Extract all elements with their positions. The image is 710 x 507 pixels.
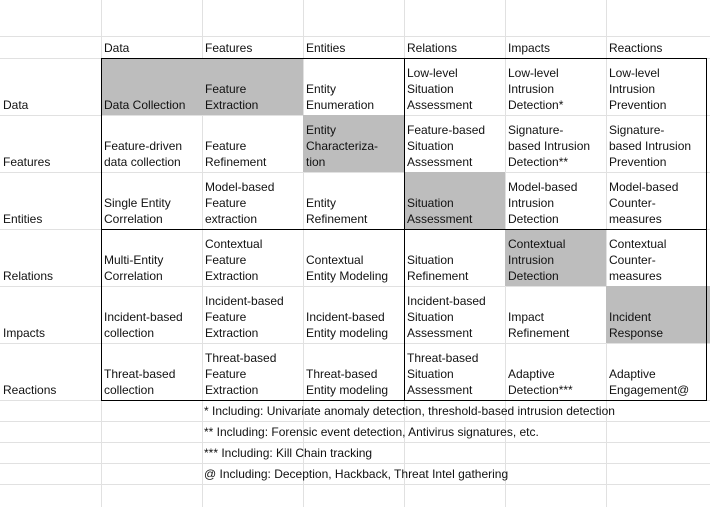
matrix-cell[interactable]: Feature Refinement — [205, 139, 267, 169]
footnote[interactable]: ** Including: Forensic event detection, Antivirus signatures, etc. — [204, 424, 539, 439]
matrix-cell[interactable]: Threat-based Situation Assessment — [407, 351, 479, 397]
matrix-cell[interactable]: Situation Assessment — [407, 196, 473, 226]
row-header-features[interactable]: Features — [3, 155, 51, 169]
matrix-cell[interactable]: Situation Refinement — [407, 253, 469, 283]
matrix-cell[interactable]: Adaptive Detection*** — [508, 367, 573, 397]
matrix-cell[interactable]: Entity Characteriza- tion — [306, 123, 379, 169]
column-header-entities[interactable]: Entities — [306, 41, 346, 55]
matrix-cell[interactable]: Threat-based Feature Extraction — [205, 351, 277, 397]
matrix-cell[interactable]: Data Collection — [104, 98, 186, 112]
matrix-cell[interactable]: Feature-based Situation Assessment — [407, 123, 486, 169]
grid-line-horizontal — [0, 484, 710, 485]
matrix-cell[interactable]: Adaptive Engagement@ — [609, 367, 690, 397]
column-header-relations[interactable]: Relations — [407, 41, 458, 55]
matrix-cell[interactable]: Incident-based collection — [104, 310, 183, 340]
matrix-cell[interactable]: Signature- based Intrusion Detection** — [508, 123, 591, 169]
column-header-reactions[interactable]: Reactions — [609, 41, 663, 55]
matrix-cell[interactable]: Model-based Feature extraction — [205, 180, 275, 226]
matrix-cell[interactable]: Threat-based Entity modeling — [306, 367, 389, 397]
matrix-cell[interactable]: Feature Extraction — [205, 82, 259, 112]
matrix-cell[interactable]: Impact Refinement — [508, 310, 570, 340]
matrix-cell[interactable]: Incident-based Entity modeling — [306, 310, 389, 340]
row-header-entities[interactable]: Entities — [3, 212, 43, 226]
matrix-cell[interactable]: Threat-based collection — [104, 367, 176, 397]
matrix-cell[interactable]: Incident-based Feature Extraction — [205, 294, 284, 340]
matrix-cell[interactable]: Contextual Entity Modeling — [306, 253, 389, 283]
matrix-cell[interactable]: Contextual Feature Extraction — [205, 237, 263, 283]
row-header-reactions[interactable]: Reactions — [3, 383, 57, 397]
row-header-data[interactable]: Data — [3, 98, 29, 112]
matrix-cell[interactable]: Contextual Intrusion Detection — [508, 237, 566, 283]
matrix-cell[interactable]: Low-level Intrusion Prevention — [609, 66, 667, 112]
row-header-relations[interactable]: Relations — [3, 269, 54, 283]
column-header-data[interactable]: Data — [104, 41, 130, 55]
matrix-cell[interactable]: Model-based Counter- measures — [609, 180, 679, 226]
matrix-cell[interactable]: Signature- based Intrusion Prevention — [609, 123, 692, 169]
matrix-cell[interactable]: Entity Enumeration — [306, 82, 375, 112]
matrix-cell[interactable]: Incident-based Situation Assessment — [407, 294, 486, 340]
matrix-cell[interactable]: Contextual Counter- measures — [609, 237, 667, 283]
row-header-impacts[interactable]: Impacts — [3, 326, 46, 340]
footnote[interactable]: * Including: Univariate anomaly detection, threshold-based intrusion detection — [204, 403, 615, 418]
matrix-cell[interactable]: Incident Response — [609, 310, 664, 340]
column-header-impacts[interactable]: Impacts — [508, 41, 551, 55]
matrix-cell[interactable]: Feature-driven data collection — [104, 139, 183, 169]
matrix-cell[interactable]: Model-based Intrusion Detection — [508, 180, 578, 226]
footnote[interactable]: *** Including: Kill Chain tracking — [204, 445, 373, 460]
matrix-cell[interactable]: Multi-Entity Correlation — [104, 253, 164, 283]
matrix-cell[interactable]: Low-level Situation Assessment — [407, 66, 473, 112]
footnote[interactable]: @ Including: Deception, Hackback, Threat Intel gathering — [204, 466, 509, 481]
column-header-features[interactable]: Features — [205, 41, 253, 55]
matrix-cell[interactable]: Low-level Intrusion Detection* — [508, 66, 564, 112]
matrix-cell[interactable]: Entity Refinement — [306, 196, 368, 226]
matrix-cell[interactable]: Single Entity Correlation — [104, 196, 171, 226]
